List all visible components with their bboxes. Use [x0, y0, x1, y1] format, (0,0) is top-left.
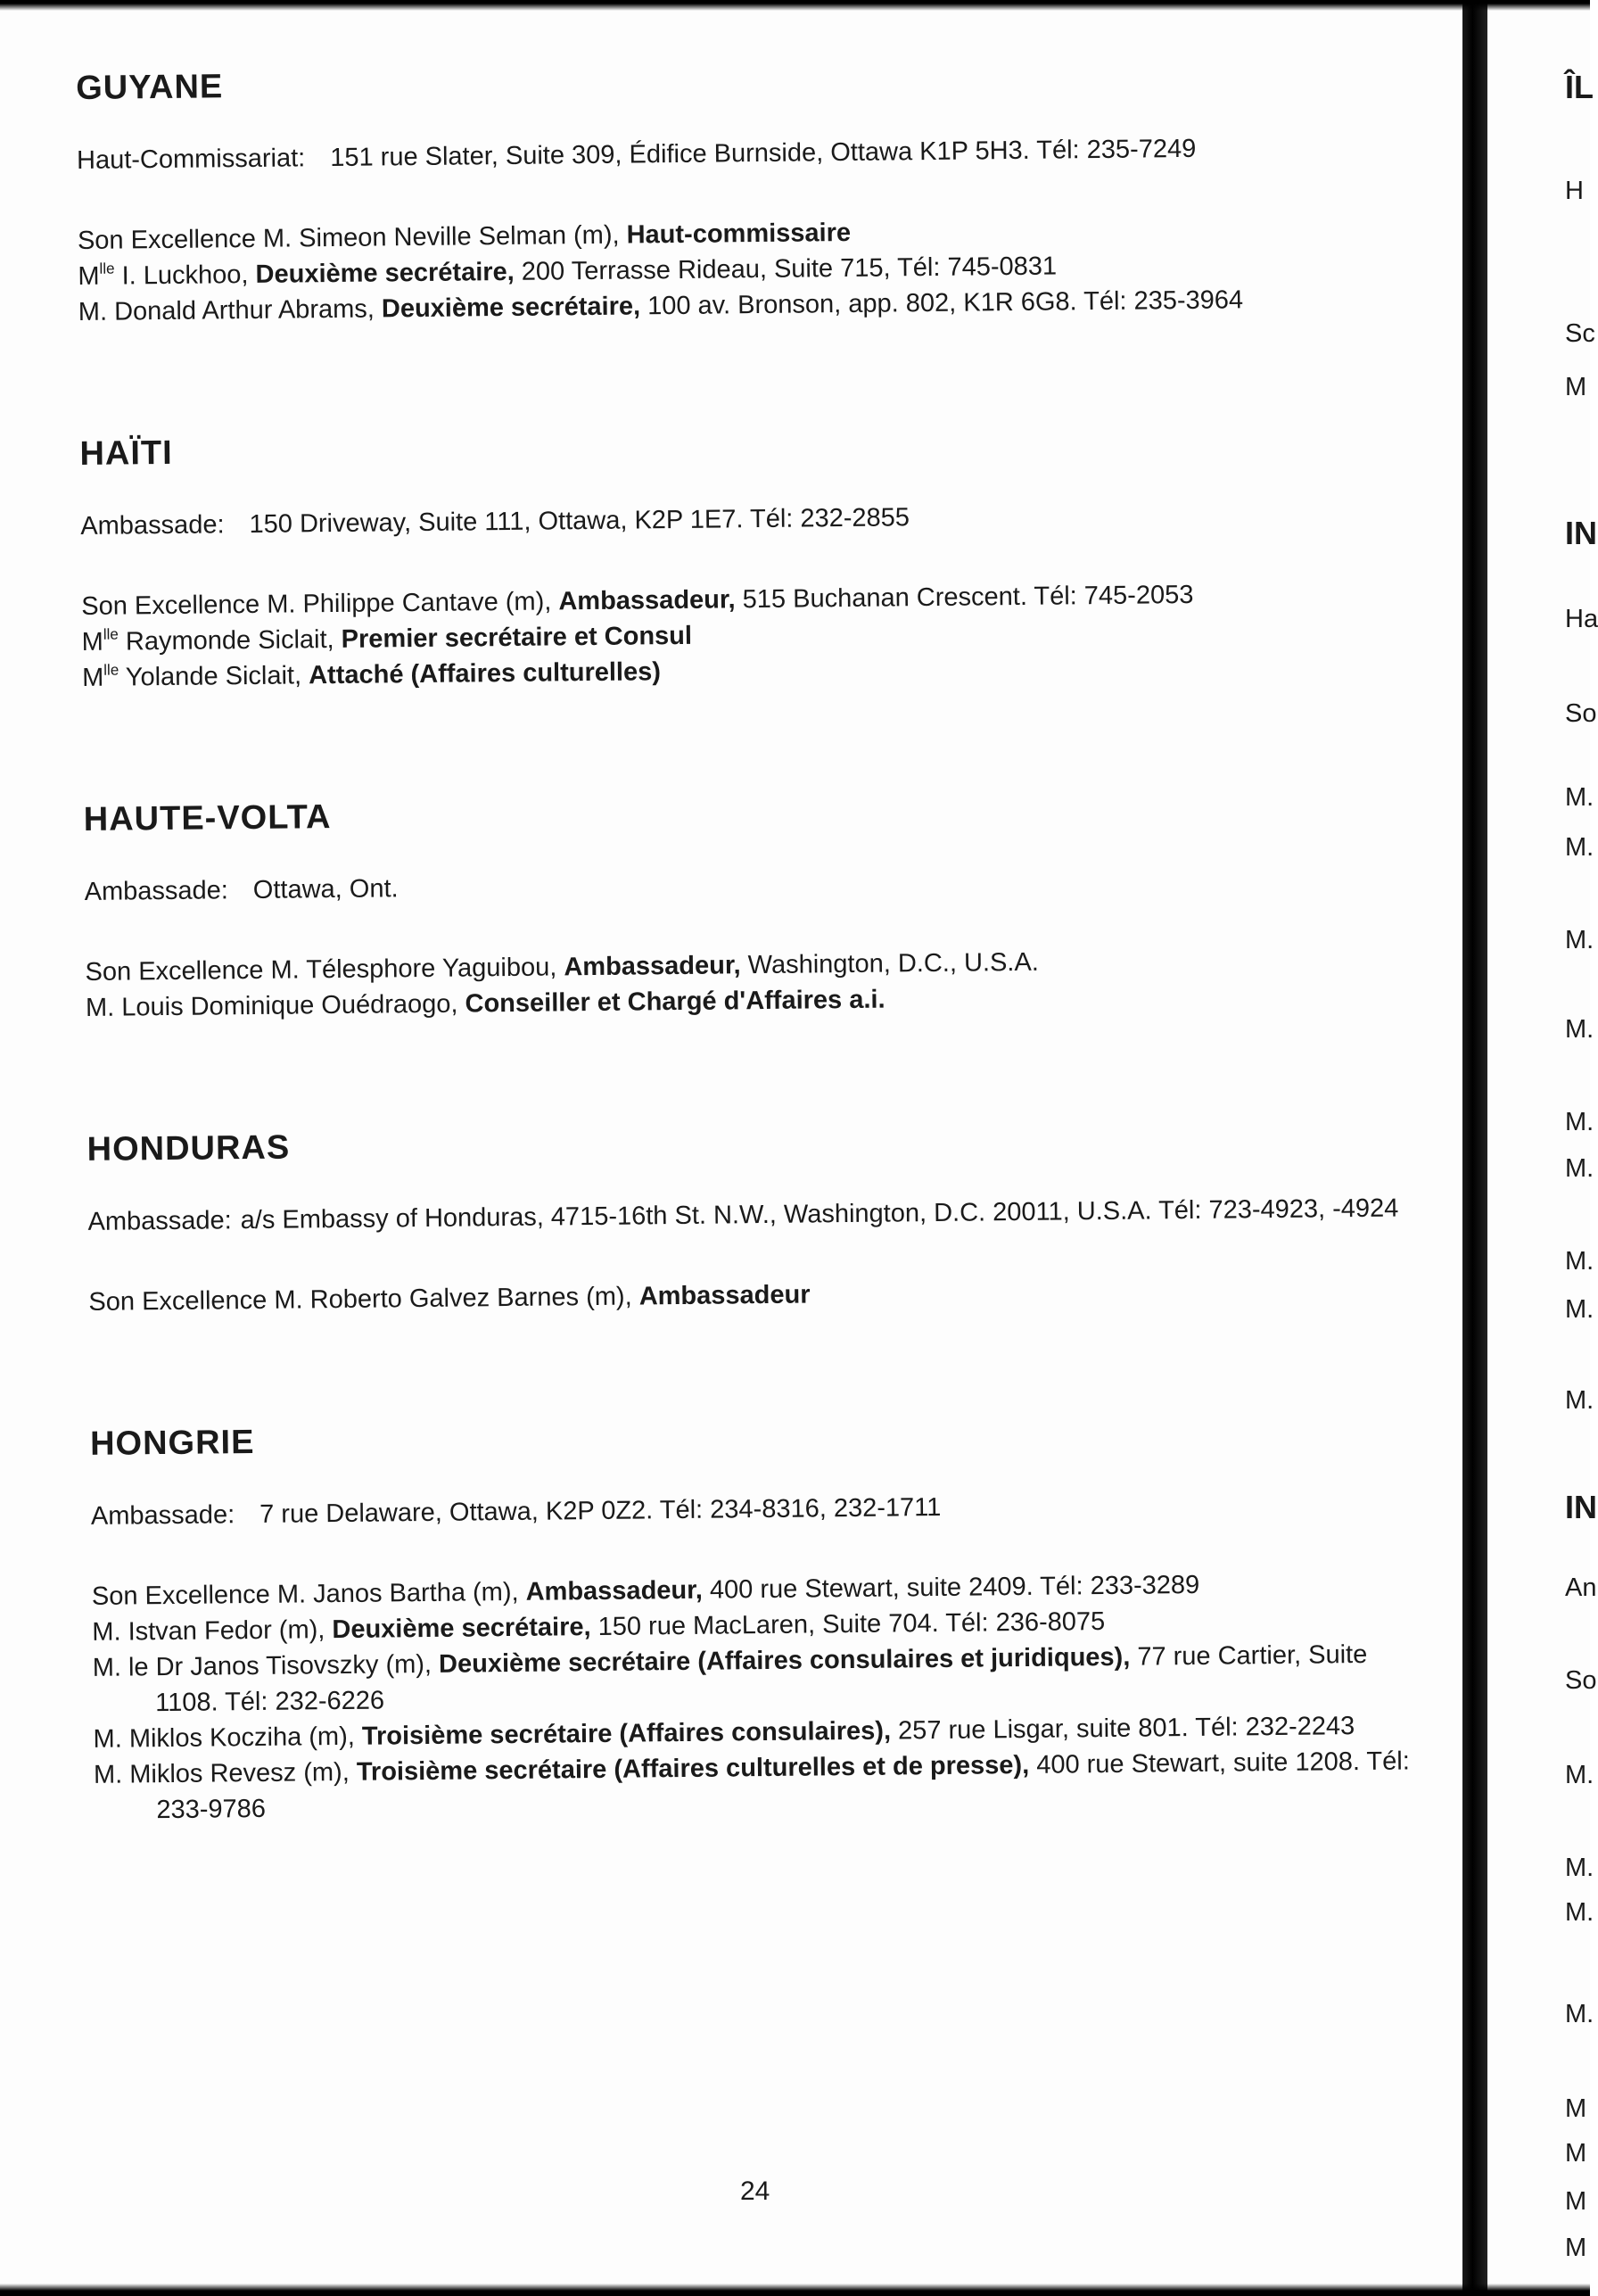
- mission-address: [87, 1190, 1425, 1240]
- next-page-fragment: M: [1565, 2139, 1587, 2168]
- address-label: Ambassade:: [84, 876, 228, 906]
- next-page-fragment: ÎL: [1565, 69, 1594, 105]
- entry-role: Ambassadeur,: [564, 951, 741, 982]
- next-page-strip: [1487, 0, 1598, 2296]
- next-page-fragment: M.: [1565, 1898, 1594, 1927]
- entry-title-sup: lle: [103, 661, 119, 679]
- entry-prefix: M: [81, 663, 104, 692]
- next-page-fragment: Ha: [1565, 605, 1598, 633]
- address-text: 151 rue Slater, Suite 309, Édifice Burnside, Ottawa K1P 5H3. Tél: 235-7249: [330, 134, 1197, 173]
- next-page-fragment: M.: [1565, 926, 1594, 954]
- country-title: HAÏTI: [79, 434, 173, 473]
- entry-title-sup: lle: [99, 260, 115, 277]
- country-section: [90, 1413, 1432, 1829]
- staff-entry: [93, 1636, 1431, 1722]
- entry-role: Premier secrétaire et Consul: [341, 621, 693, 654]
- entry-role: Deuxième secrétaire,: [332, 1613, 591, 1645]
- next-page-fragment: IN: [1565, 1489, 1597, 1525]
- entry-name: Istvan Fedor (m),: [120, 1615, 333, 1647]
- entry-role: Deuxième secrétaire (Affaires consulaires et juridiques),: [438, 1642, 1131, 1679]
- entry-prefix: Son Excellence M.: [77, 224, 292, 255]
- address-label: Ambassade:: [90, 1500, 235, 1531]
- next-page-fragment: M.: [1565, 1154, 1594, 1183]
- entry-prefix: M.: [85, 993, 115, 1022]
- entry-role: Troisième secrétaire (Affaires culturelles et de presse),: [356, 1750, 1030, 1787]
- staff-entry: [94, 1743, 1432, 1829]
- next-page-fragment: M.: [1565, 1854, 1594, 1882]
- entry-name: Télesphore Yaguibou,: [299, 953, 564, 985]
- entry-prefix: Son Excellence M.: [81, 590, 296, 621]
- address-text: Ottawa, Ont.: [252, 874, 399, 904]
- next-page-fragment: So: [1565, 699, 1597, 728]
- entry-name: Janos Bartha (m),: [305, 1577, 526, 1609]
- entry-details: 100 av. Bronson, app. 802, K1R 6G8. Tél: 235-3964: [639, 285, 1244, 321]
- country-title: HONDURAS: [86, 1128, 291, 1169]
- entry-role: Deuxième secrétaire,: [381, 292, 641, 324]
- entry-name: Philippe Cantave (m),: [295, 587, 559, 619]
- entry-role: Haut-commissaire: [626, 218, 852, 250]
- next-page-fragment: M.: [1565, 1247, 1594, 1276]
- address-text: a/s Embassy of Honduras, 4715-16th St. N.W., Washington, D.C. 20011, U.S.A. Tél: 723-4923, -4924: [240, 1193, 1399, 1235]
- mission-address: [77, 128, 1414, 178]
- country-section: [79, 423, 1420, 696]
- entry-prefix: M: [78, 261, 100, 291]
- entry-prefix: M.: [92, 1617, 121, 1647]
- country-title: GUYANE: [75, 68, 224, 107]
- entry-prefix: M.: [93, 1760, 123, 1789]
- entry-name: Donald Arthur Abrams,: [106, 294, 383, 326]
- next-page-fragment: M.: [1565, 1015, 1594, 1044]
- next-page-fragment: M: [1565, 373, 1587, 401]
- staff-list: [85, 940, 1423, 1026]
- entry-details: 200 Terrasse Rideau, Suite 715, Tél: 745-0831: [514, 252, 1058, 286]
- mission-address: [80, 494, 1418, 544]
- country-title: HAUTE-VOLTA: [83, 798, 332, 838]
- book-gutter: [1462, 0, 1487, 2296]
- next-page-fragment: M.: [1565, 1386, 1594, 1415]
- entry-name: Miklos Kocziha (m),: [121, 1722, 363, 1754]
- next-page-fragment: M: [1565, 2187, 1587, 2216]
- staff-entry: [88, 1270, 1426, 1320]
- entry-name: Yolande Siclait,: [119, 661, 309, 692]
- staff-list: [92, 1565, 1432, 1829]
- staff-list: [88, 1270, 1426, 1320]
- entry-title-sup: lle: [103, 625, 119, 643]
- entry-name: Miklos Revesz (m),: [122, 1757, 358, 1789]
- address-text: 7 rue Delaware, Ottawa, K2P 0Z2. Tél: 234-8316, 232-1711: [259, 1492, 942, 1529]
- entry-role: Conseiller et Chargé d'Affaires a.i.: [465, 985, 885, 1019]
- entry-role: Troisième secrétaire (Affaires consulaires),: [361, 1716, 892, 1751]
- entry-prefix: Son Excellence M.: [85, 955, 300, 987]
- next-page-fragment: M.: [1565, 1108, 1594, 1136]
- staff-list: [81, 574, 1420, 696]
- entry-details: 515 Buchanan Crescent. Tél: 745-2053: [735, 580, 1194, 615]
- entry-name: Simeon Neville Selman (m),: [291, 220, 627, 253]
- staff-list: [78, 209, 1416, 330]
- address-label: Ambassade:: [80, 510, 225, 541]
- entry-details: 77 rue Cartier, Suite 1108. Tél: 232-6226: [154, 1639, 1368, 1718]
- next-page-fragment: M.: [1565, 1295, 1594, 1324]
- entry-details: 400 rue Stewart, suite 1208. Tél: 233-9786: [156, 1747, 1410, 1825]
- scan-edge-bottom: [0, 2284, 1590, 2296]
- next-page-fragment: M: [1565, 2234, 1587, 2262]
- entry-role: Ambassadeur,: [525, 1575, 704, 1606]
- entry-details: 150 rue MacLaren, Suite 704. Tél: 236-8075: [590, 1607, 1106, 1642]
- next-page-fragment: M.: [1565, 2000, 1594, 2028]
- entry-details: 400 rue Stewart, suite 2409. Tél: 233-3289: [702, 1570, 1200, 1605]
- next-page-fragment: M.: [1565, 833, 1594, 862]
- entry-details: 257 rue Lisgar, suite 801. Tél: 232-2243: [890, 1712, 1355, 1746]
- address-label: Ambassade:: [87, 1206, 232, 1236]
- country-section: [86, 1119, 1426, 1320]
- entry-name: I. Luckhoo,: [114, 260, 256, 291]
- entry-prefix: M.: [78, 297, 108, 326]
- entry-details: Washington, D.C., U.S.A.: [740, 947, 1039, 980]
- next-page-fragment: IN: [1565, 515, 1597, 551]
- next-page-fragment: M.: [1565, 783, 1594, 812]
- entry-role: Ambassadeur,: [558, 585, 736, 616]
- entry-name: Louis Dominique Ouédraogo,: [114, 989, 465, 1022]
- country-section: [84, 789, 1424, 1026]
- page-number: 24: [740, 2176, 770, 2206]
- next-page-fragment: M.: [1565, 1761, 1594, 1789]
- country-section: [76, 57, 1416, 330]
- next-page-fragment: An: [1565, 1573, 1597, 1602]
- mission-address: [84, 860, 1421, 910]
- address-label: Haut-Commissariat:: [76, 144, 306, 175]
- entry-role: Deuxième secrétaire,: [255, 257, 515, 289]
- entry-prefix: M.: [93, 1724, 122, 1754]
- country-title: HONGRIE: [89, 1423, 255, 1463]
- entry-prefix: M.: [92, 1653, 122, 1682]
- entry-prefix: Son Excellence M.: [88, 1285, 303, 1317]
- entry-name: Raymonde Siclait,: [118, 624, 342, 657]
- entry-name: Roberto Galvez Barnes (m),: [302, 1282, 639, 1315]
- next-page-fragment: So: [1565, 1666, 1597, 1695]
- entry-name: le Dr Janos Tisovszky (m),: [120, 1649, 440, 1682]
- next-page-fragment: Sc: [1565, 319, 1595, 348]
- page-content: [76, 57, 1433, 1936]
- address-text: 150 Driveway, Suite 111, Ottawa, K2P 1E7. Tél: 232-2855: [249, 503, 910, 539]
- entry-prefix: M: [81, 627, 104, 657]
- entry-role: Attaché (Affaires culturelles): [308, 657, 662, 690]
- mission-address: [91, 1484, 1429, 1534]
- entry-prefix: Son Excellence M.: [91, 1580, 307, 1611]
- entry-role: Ambassadeur: [638, 1280, 811, 1311]
- next-page-fragment: H: [1565, 177, 1584, 205]
- next-page-fragment: M: [1565, 2094, 1587, 2123]
- scan-edge-top: [0, 0, 1590, 11]
